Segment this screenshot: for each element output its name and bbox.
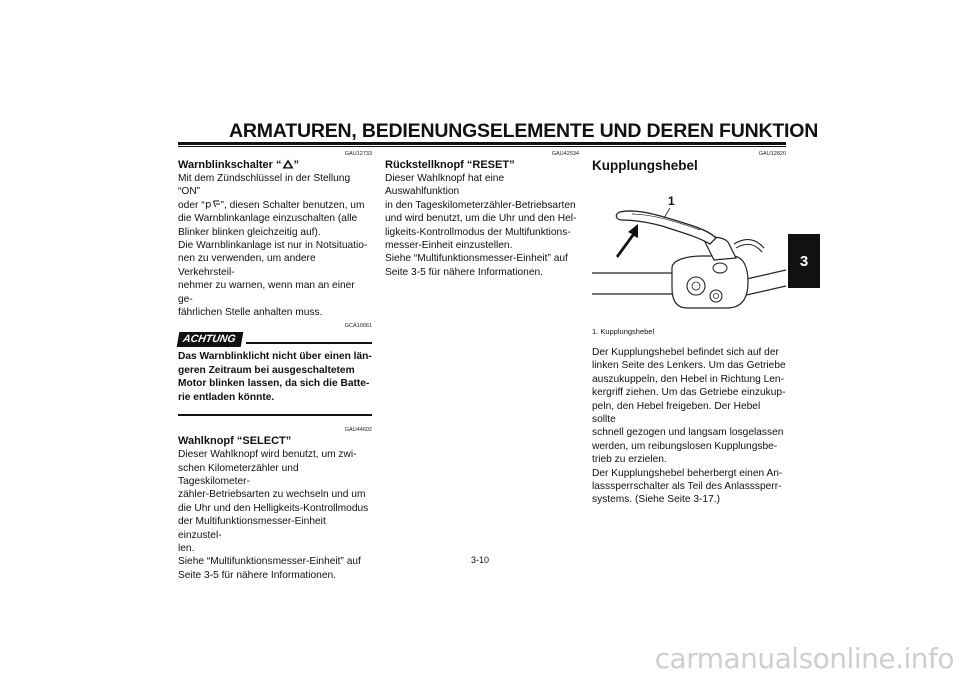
figure-callout-1: 1	[668, 194, 675, 208]
caution-end-rule	[178, 414, 372, 416]
caution-header	[178, 332, 372, 347]
section-body: Dieser Wahlknopf wird benutzt, um zwi- schen Kilometerzähler und Tageskilometer- zähler-Betriebsarten zu wechseln und um die Uhr und den Helligkeits-Kontrollmodus der Multifunktionsmesser-Einheit einzustel- len. Siehe “Multifunktionsmesser-Einheit” auf Seite 3-5 für nähere Informationen.	[178, 449, 369, 581]
body-text-part: ”, diesen Schalter benutzen, um die Warnblinkanlage einzuschalten (alle Blinker blinken gleichzeitig auf). Die Warnblinkanlage ist nur in Notsituatio- nen zu verwenden, um andere Verkehrsteil- nehmer zu warnen, wenn man an einer ge- fährlichen Stelle anhalten muss.	[178, 199, 368, 319]
page-number: 3-10	[470, 555, 489, 565]
section-body: Der Kupplungshebel befindet sich auf der linken Seite des Lenkers. Um das Getriebe auszukuppeln, den Hebel in Richtung Len- kergriff ziehen. Um das Getriebe einzukup- peln, den Hebel freigeben. Der Hebel sollte schnell gezogen und langsam losgelassen werden, um reibungslosen Kupplungsbe- trieb zu erzielen. Der Kupplungshebel beherbergt einen An- lasssperrschalter als Teil des Anlasssperr- systems. (Siehe Seite 3-17.)	[592, 347, 786, 506]
section-code: GAU12733	[344, 151, 372, 157]
section-code: GAU42534	[551, 151, 579, 157]
watermark[interactable]: carmanualsonline.info	[654, 642, 954, 675]
section-heading-reset: Rückstellknopf “RESET”	[385, 159, 515, 171]
page-title: ARMATUREN, BEDIENUNGSELEMENTE UND DEREN FUNKTION	[229, 120, 819, 142]
chapter-tab[interactable]: 3	[788, 234, 820, 288]
title-rule-thin	[178, 146, 786, 147]
section-heading-hazard-switch	[178, 158, 372, 172]
section-heading-clutch: Kupplungshebel	[592, 158, 698, 173]
hazard-triangle-icon	[282, 159, 294, 169]
figure-caption: 1. Kupplungshebel	[592, 327, 655, 336]
section-body: Dieser Wahlknopf hat eine Auswahlfunktion in den Tageskilometerzähler-Betriebsarten und wird benutzt, um die Uhr und den Hel- ligkeits-Kontrollmodus der Multifunktions- messer-Einheit einzustellen. Siehe “Multifunktionsmesser-Einheit” auf Seite 3-5 für nähere Informationen.	[385, 173, 577, 278]
caution-rule	[246, 342, 373, 344]
section-code: GAU12820	[758, 151, 786, 157]
heading-text-end: ”	[293, 159, 300, 171]
caution-label: ACHTUNG	[177, 332, 243, 347]
title-rule	[178, 142, 786, 145]
section-code: GAU44602	[344, 427, 372, 434]
caution-text: Das Warnblinklicht nicht über einen län- geren Zeitraum bei ausgeschaltetem Motor blinken lassen, da sich die Batte- rie entladen könnte.	[178, 351, 372, 403]
heading-text: Warnblinkschalter “	[178, 159, 282, 171]
column-right	[592, 150, 786, 507]
section-body	[178, 172, 372, 319]
column-middle	[385, 150, 579, 279]
clutch-lever-figure	[592, 178, 786, 323]
section-heading-select: Wahlknopf “SELECT”	[178, 435, 292, 448]
svg-text:p: p	[204, 199, 211, 209]
column-left	[178, 150, 372, 582]
caution-code: GCA10061	[344, 323, 372, 330]
body-text-part: Mit dem Zündschlüssel in der Stellung “ON” oder “	[178, 173, 351, 211]
clutch-lever-illustration	[592, 178, 786, 323]
parking-key-icon	[205, 199, 221, 209]
